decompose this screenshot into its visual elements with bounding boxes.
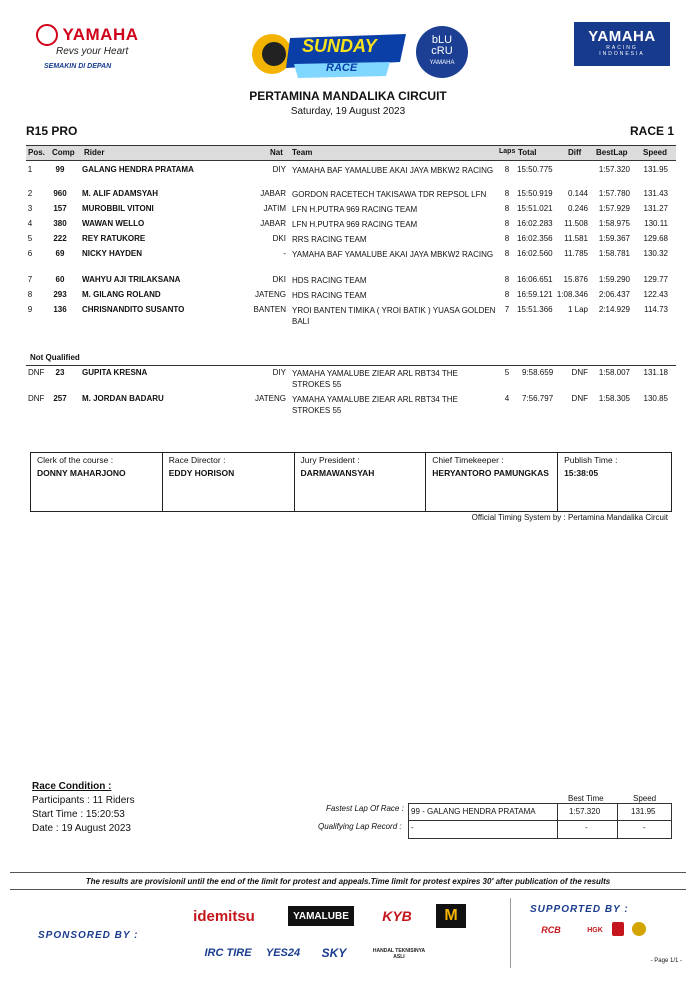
rider-name: GUPITA KRESNA: [82, 368, 148, 377]
chief-timekeeper-label: Chief Timekeeper :: [432, 455, 504, 465]
team-name: HDS RACING TEAM: [292, 276, 367, 285]
best-lap: 2:14.929: [598, 305, 630, 314]
col-rider: Rider: [84, 148, 105, 157]
participants: Participants : 11 Riders: [32, 795, 135, 806]
speed: 130.85: [643, 394, 668, 403]
comp-number: 99: [55, 165, 65, 174]
speed: 122.43: [643, 290, 668, 299]
team-name: LFN H.PUTRA 969 RACING TEAM: [292, 220, 418, 229]
col-pos: Pos.: [28, 148, 45, 157]
nationality: DIY: [272, 165, 286, 174]
blucru-line2: cRU: [431, 45, 453, 57]
hgk-logo: HGK: [587, 926, 603, 934]
rider-name: WAHYU AJI TRILAKSANA: [82, 275, 181, 284]
nationality: BANTEN: [253, 305, 286, 314]
total-time: 15:51.021: [517, 204, 553, 213]
rider-name: M. JORDAN BADARU: [82, 394, 164, 403]
team-name: YROI BANTEN TIMIKA ( YROI BATIK ) YUASA GOLDEN BALI: [292, 306, 496, 326]
best-lap: 1:58.975: [598, 219, 630, 228]
rider-name: M. ALIF ADAMSYAH: [82, 189, 158, 198]
total-time: 15:50.775: [517, 165, 553, 174]
publish-time-label: Publish Time :: [564, 455, 618, 465]
diff: 0.144: [567, 189, 588, 198]
laps: 8: [504, 189, 510, 198]
supported-by-label: SUPPORTED BY :: [530, 904, 629, 915]
sky-logo: SKY: [321, 946, 347, 960]
record-rider: -: [411, 823, 414, 832]
col-team: Team: [292, 148, 313, 157]
best-time-header: Best Time: [568, 794, 604, 803]
total-time: 16:59.121: [517, 290, 553, 299]
laps: 8: [504, 234, 510, 243]
sunday-text: SUNDAY: [302, 36, 377, 56]
supporter-badge-icon: [612, 922, 624, 936]
team-name: GORDON RACETECH TAKISAWA TDR REPSOL LFN: [292, 190, 487, 199]
speed: 129.77: [643, 275, 668, 284]
yamaha-emblem-icon: [36, 24, 58, 46]
blucru-line1: bLU: [431, 34, 453, 46]
laps: 8: [504, 290, 510, 299]
pos: 2: [27, 189, 33, 198]
speed: 131.18: [643, 368, 668, 377]
total-time: 16:02.283: [517, 219, 553, 228]
race-text: RACE: [326, 62, 358, 74]
race-condition: [32, 780, 135, 836]
fastest-speed: 131.95: [631, 807, 656, 816]
best-lap: 1:57.780: [598, 189, 630, 198]
total-time: 16:02.356: [517, 234, 553, 243]
comp-number: 69: [55, 249, 65, 258]
idemitsu-logo: idemitsu: [193, 907, 255, 925]
circuit-title: PERTAMINA MANDALIKA CIRCUIT: [249, 89, 447, 103]
pos: DNF: [28, 394, 45, 403]
speed: 131.43: [643, 189, 668, 198]
jury-president: [295, 453, 427, 511]
clerk-of-course: [31, 453, 163, 511]
diff: 11.508: [564, 219, 588, 228]
handal-logo: HANDAL TEKNISINYA ASLI: [372, 948, 426, 960]
team-name: YAMAHA YAMALUBE ZIEAR ARL RBT34 THE STROKES 55: [292, 369, 458, 389]
speed: 131.27: [643, 204, 668, 213]
rider-name: REY RATUKORE: [82, 234, 146, 243]
divider: [10, 872, 686, 873]
diff: 0.246: [567, 204, 588, 213]
pos: 7: [27, 275, 33, 284]
rider-name: GALANG HENDRA PRATAMA: [82, 165, 194, 174]
speed-header: Speed: [633, 794, 657, 803]
yamalube-logo: YAMALUBE: [288, 906, 354, 926]
diff: 15.876: [563, 275, 588, 284]
speed: 130.11: [644, 219, 668, 228]
nationality: DKI: [272, 234, 286, 243]
team-name: YAMAHA BAF YAMALUBE AKAI JAYA MBKW2 RACING: [292, 250, 494, 259]
sunday-race-logo: [250, 24, 410, 80]
rcb-logo: RCB: [541, 925, 561, 935]
comp-number: 136: [53, 305, 67, 314]
nationality: DKI: [272, 275, 286, 284]
race-director: [163, 453, 295, 511]
nationality: JABAR: [260, 219, 286, 228]
pos: 3: [27, 204, 33, 213]
best-lap: 1:57.929: [598, 204, 630, 213]
kyb-logo: KYB: [382, 908, 412, 924]
best-lap: 1:59.290: [598, 275, 630, 284]
fastest-time: 1:57.320: [569, 807, 601, 816]
team-name: RRS RACING TEAM: [292, 235, 367, 244]
blucru-line3: YAMAHA: [429, 60, 455, 66]
comp-number: 960: [53, 189, 67, 198]
race-date: Date : 19 August 2023: [32, 823, 131, 834]
best-lap: 1:58.781: [598, 249, 630, 258]
divider: [10, 889, 686, 890]
not-qualified-heading: Not Qualified: [30, 353, 80, 362]
speed: 130.32: [643, 249, 668, 258]
comp-number: 222: [53, 234, 67, 243]
yri-racing: RACING: [606, 45, 638, 51]
nationality: -: [283, 249, 286, 258]
protest-notice: The results are provisionil until the end of the limit for protest and appeals.Time limit for protest expires 30' after publication of the results: [85, 877, 611, 886]
speed: 129.68: [643, 234, 668, 243]
chief-timekeeper: [426, 453, 558, 511]
col-nat: Nat: [270, 148, 283, 157]
total-time: 16:06.651: [517, 275, 553, 284]
start-time: Start Time : 15:20:53: [32, 809, 125, 820]
rider-name: WAWAN WELLO: [82, 219, 145, 228]
col-comp: Comp: [52, 148, 75, 157]
pos: 8: [27, 290, 33, 299]
divider: [26, 365, 676, 366]
team-name: YAMAHA YAMALUBE ZIEAR ARL RBT34 THE STROKES 55: [292, 395, 458, 415]
col-total: Total: [518, 148, 537, 157]
pos: 4: [27, 219, 33, 228]
pos: 5: [27, 234, 33, 243]
diff: 1 Lap: [567, 305, 588, 314]
m-logo: M: [436, 904, 466, 928]
total-time: 15:51.366: [517, 305, 553, 314]
speed: 131.95: [643, 165, 668, 174]
race-director-value: EDDY HORISON: [168, 468, 235, 478]
yri-brand: YAMAHA: [588, 28, 656, 45]
rider-name: MUROBBIL VITONI: [82, 204, 154, 213]
class-name: R15 PRO: [26, 124, 78, 138]
chief-timekeeper-value: HERYANTORO PAMUNGKAS: [432, 468, 549, 478]
comp-number: 60: [55, 275, 65, 284]
event-date: Saturday, 19 August 2023: [290, 106, 406, 117]
yamaha-brand: YAMAHA: [62, 25, 139, 44]
total-time: 7:56.797: [522, 394, 554, 403]
yamaha-logo: [36, 24, 140, 78]
diff: 1:08.346: [556, 290, 588, 299]
col-speed: Speed: [643, 148, 668, 157]
officials-box: [30, 452, 672, 512]
clerk-value: DONNY MAHARJONO: [37, 468, 126, 478]
laps: 8: [504, 219, 510, 228]
publish-time-value: 15:38:05: [564, 468, 599, 478]
diff: DNF: [571, 394, 588, 403]
nationality: DIY: [272, 368, 286, 377]
team-name: YAMAHA BAF YAMALUBE AKAI JAYA MBKW2 RACING: [292, 166, 494, 175]
rider-name: M. GILANG ROLAND: [82, 290, 161, 299]
laps: 5: [504, 368, 510, 377]
best-lap: 1:59.367: [598, 234, 630, 243]
laps: 7: [504, 305, 510, 314]
best-lap: 1:57.320: [598, 165, 630, 174]
comp-number: 257: [53, 394, 67, 403]
laps: 8: [504, 165, 510, 174]
diff: 11.785: [564, 249, 588, 258]
pos: DNF: [28, 368, 45, 377]
page-number: - Page 1/1 -: [650, 958, 682, 964]
best-lap: 1:58.007: [598, 368, 630, 377]
comp-number: 380: [53, 219, 67, 228]
pos: 6: [27, 249, 33, 258]
total-time: 15:50.919: [517, 189, 553, 198]
col-laps: Laps: [499, 148, 516, 155]
diff: 11.581: [564, 234, 588, 243]
comp-number: 157: [53, 204, 67, 213]
record-speed: -: [643, 823, 646, 832]
laps: 8: [504, 249, 510, 258]
best-lap: 1:58.305: [598, 394, 630, 403]
yes24-logo: YES24: [265, 947, 301, 959]
laps: 8: [504, 275, 510, 284]
fastest-lap-table: [408, 803, 672, 839]
irc-tire-logo: IRC TIRE: [204, 947, 252, 959]
clerk-label: Clerk of the course :: [37, 455, 114, 465]
qualifying-record-label: Qualifying Lap Record :: [318, 822, 402, 831]
laps: 4: [504, 394, 510, 403]
nationality: JATIM: [263, 204, 286, 213]
total-time: 16:02.560: [517, 249, 553, 258]
yamaha-racing-indonesia-logo: [574, 22, 670, 66]
laps: 8: [504, 204, 510, 213]
diff: DNF: [571, 368, 588, 377]
col-bestlap: BestLap: [596, 148, 628, 157]
jury-president-label: Jury President :: [300, 455, 360, 465]
speed: 114.73: [644, 305, 668, 314]
yamaha-tagline: Revs your Heart: [56, 46, 129, 57]
comp-number: 293: [53, 290, 67, 299]
blucru-logo: [416, 26, 468, 78]
jury-president-value: DARMAWANSYAH: [300, 468, 375, 478]
pos: 9: [27, 305, 33, 314]
best-lap: 2:06.437: [598, 290, 630, 299]
supporter-emblem-icon: [632, 922, 646, 936]
rider-name: CHRISNANDITO SUSANTO: [82, 305, 185, 314]
total-time: 9:58.659: [522, 368, 554, 377]
race-condition-title: Race Condition :: [32, 781, 112, 792]
fastest-lap-label: Fastest Lap Of Race :: [326, 804, 404, 813]
divider: [510, 898, 511, 968]
nationality: JATENG: [255, 290, 286, 299]
nationality: JABAR: [260, 189, 286, 198]
yri-indonesia: INDONESIA: [599, 51, 645, 57]
official-timing-note: Official Timing System by : Pertamina Mandalika Circuit: [471, 513, 668, 522]
nationality: JATENG: [255, 394, 286, 403]
fastest-rider: 99 - GALANG HENDRA PRATAMA: [411, 807, 536, 816]
sponsored-by-label: SPONSORED BY :: [38, 930, 139, 941]
team-name: HDS RACING TEAM: [292, 291, 367, 300]
rider-name: NICKY HAYDEN: [82, 249, 143, 258]
comp-number: 23: [55, 368, 65, 377]
publish-time: [558, 453, 671, 511]
pos: 1: [27, 165, 33, 174]
team-name: LFN H.PUTRA 969 RACING TEAM: [292, 205, 418, 214]
col-diff: Diff: [568, 148, 582, 157]
yamaha-slogan: SEMAKIN DI DEPAN: [44, 63, 112, 70]
record-time: -: [585, 823, 588, 832]
race-director-label: Race Director :: [168, 455, 226, 465]
race-name: RACE 1: [629, 124, 674, 138]
